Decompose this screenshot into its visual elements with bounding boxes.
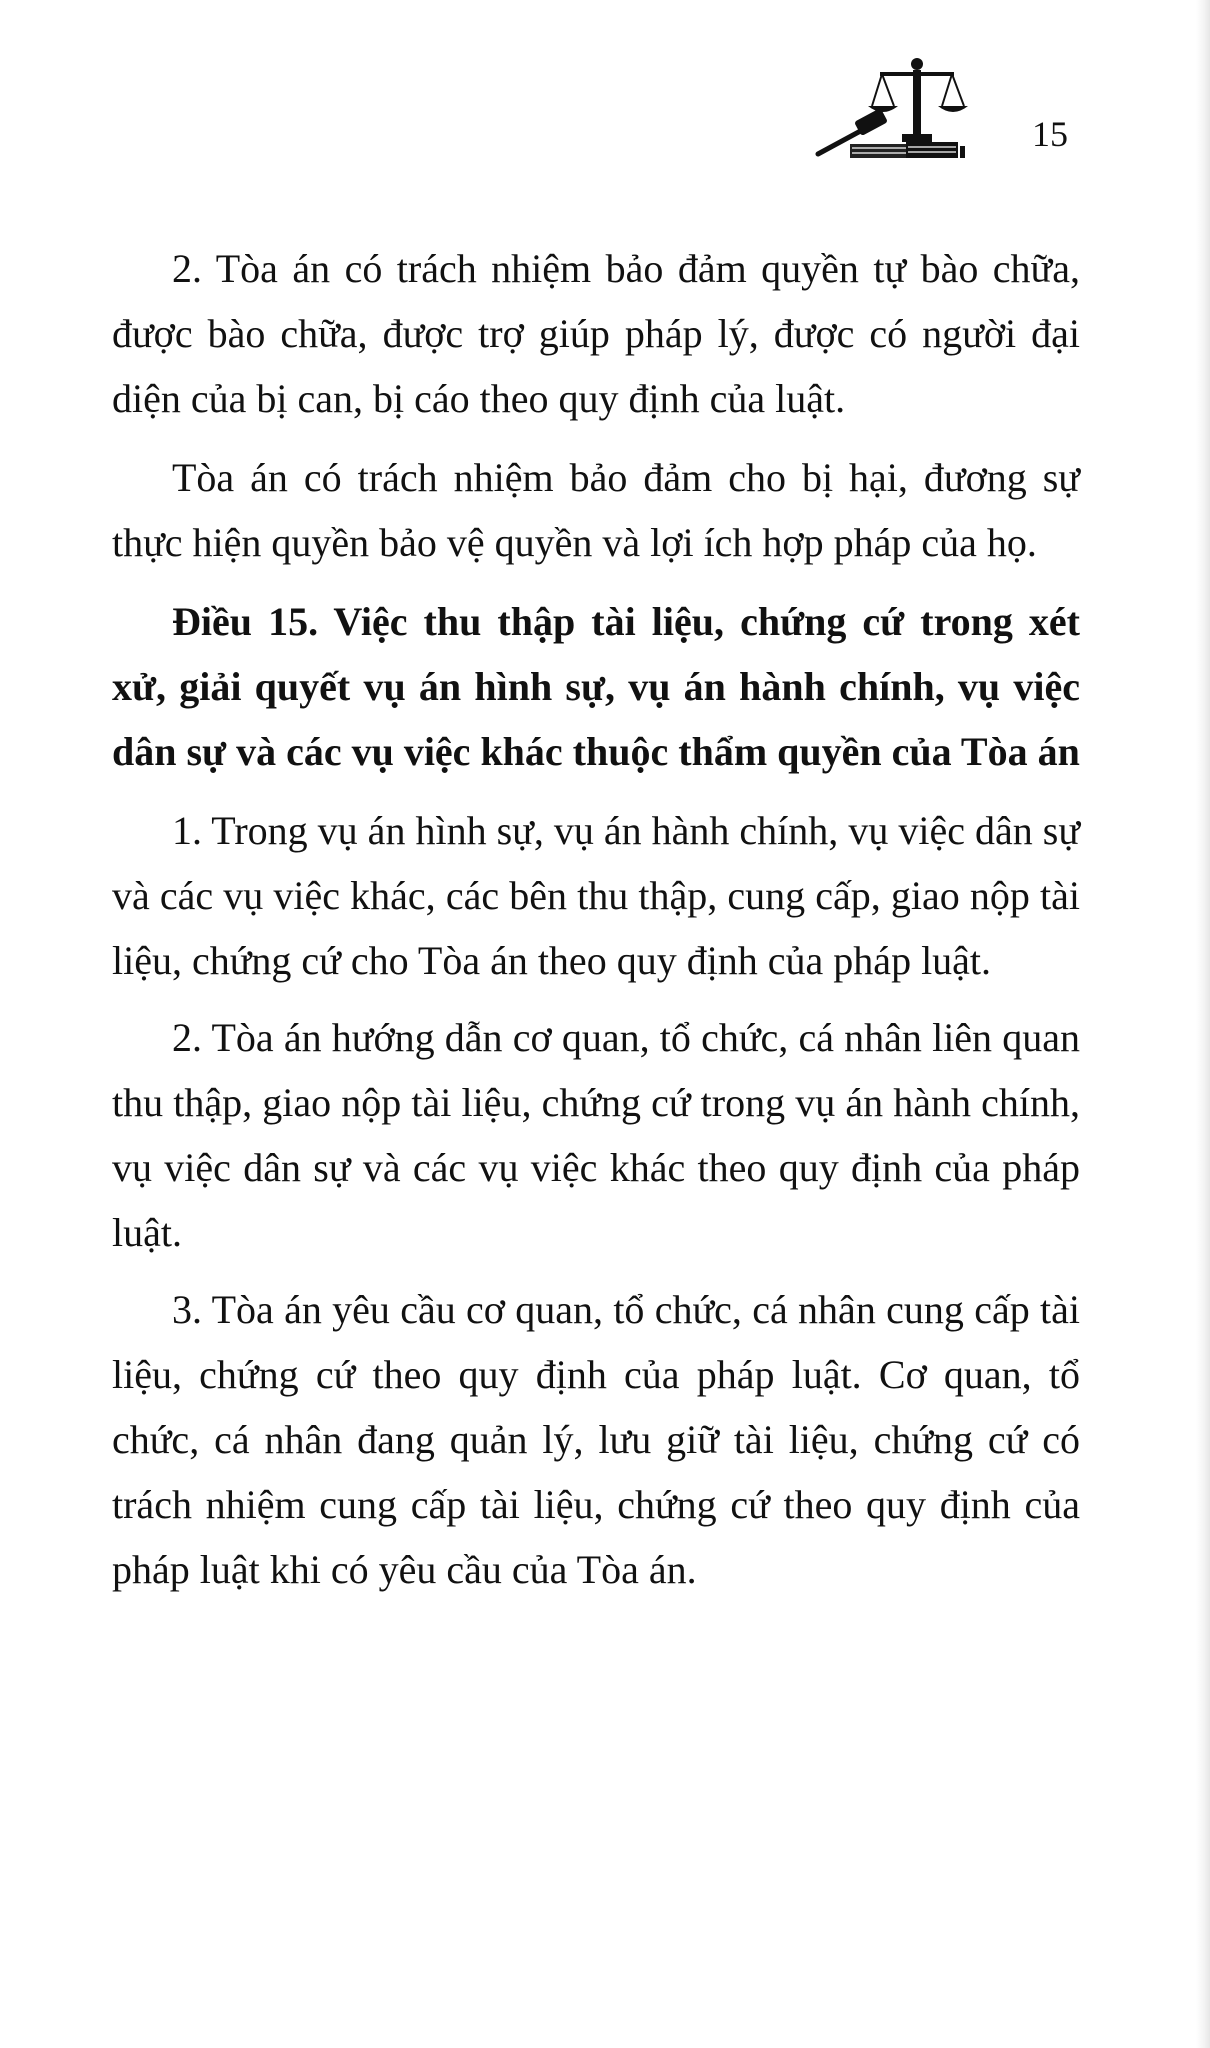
paragraph: 1. Trong vụ án hình sự, vụ án hành chính, vụ việc dân sự và các vụ việc khác, các bên thu thập, cung cấp, giao nộp tài liệu, chứng cứ cho Tòa án theo quy định của pháp luật.	[112, 808, 1080, 983]
page-edge-shadow	[1196, 0, 1210, 2048]
article-heading: Điều 15. Việc thu thập tài liệu, chứng cứ trong xét xử, giải quyết vụ án hình sự, vụ án hành chính, vụ việc dân sự và các vụ việc khác thuộc thẩm quyền của Tòa án	[112, 599, 1080, 774]
paragraph: 2. Tòa án có trách nhiệm bảo đảm quyền tự bào chữa, được bào chữa, được trợ giúp pháp lý, được có người đại diện của bị can, bị cáo theo quy định của luật.	[112, 246, 1080, 421]
paragraph: 2. Tòa án hướng dẫn cơ quan, tổ chức, cá nhân liên quan thu thập, giao nộp tài liệu, chứng cứ trong vụ án hành chính, vụ việc dân sự và các vụ việc khác theo quy định của pháp luật.	[112, 1015, 1080, 1255]
page-number: 15	[1032, 114, 1068, 154]
page-body	[112, 236, 1080, 1614]
paragraph: Tòa án có trách nhiệm bảo đảm cho bị hại, đương sự thực hiện quyền bảo vệ quyền và lợi ích hợp pháp của họ.	[112, 455, 1080, 565]
scales-of-justice-gavel-icon	[810, 50, 990, 168]
page-header	[810, 50, 1080, 170]
paragraph: 3. Tòa án yêu cầu cơ quan, tổ chức, cá nhân cung cấp tài liệu, chứng cứ theo quy định của pháp luật. Cơ quan, tổ chức, cá nhân đang quản lý, lưu giữ tài liệu, chứng cứ có trách nhiệm cung cấp tài liệu, chứng cứ theo quy định của pháp luật khi có yêu cầu của Tòa án.	[112, 1287, 1080, 1592]
